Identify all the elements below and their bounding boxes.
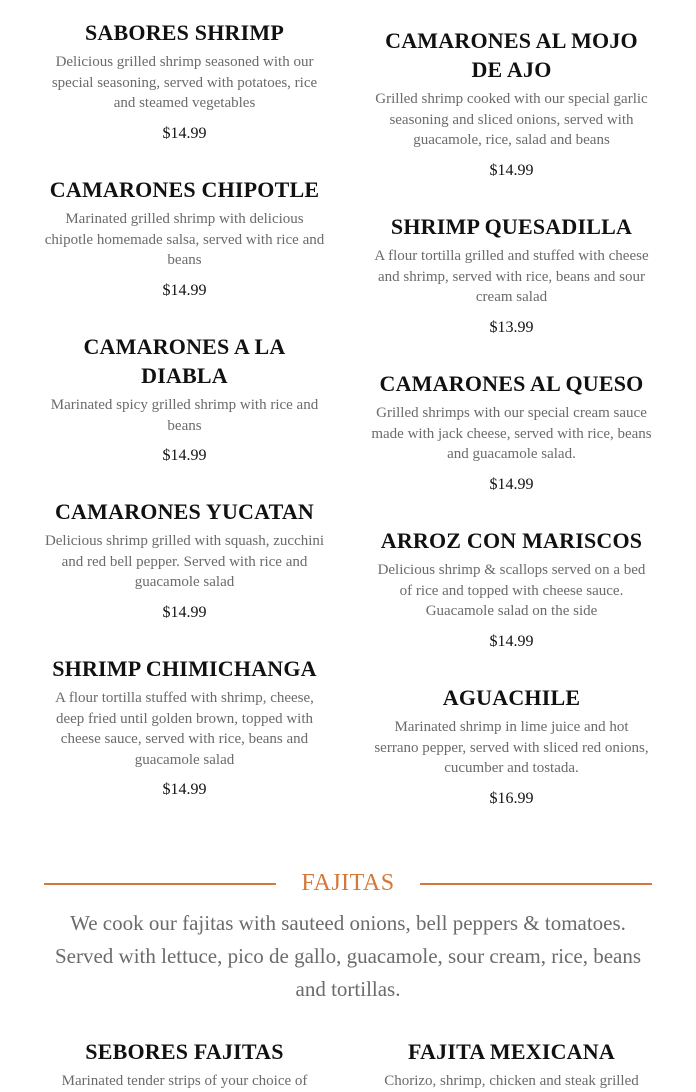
item-price: $14.99 bbox=[162, 124, 207, 142]
item-name: FAJITA MEXICANA bbox=[408, 1039, 615, 1064]
item-description: Grilled shrimps with our special cream sauce made with jack cheese, served with rice, beans and guacamole salad. bbox=[371, 405, 652, 462]
item-description: Marinated shrimp in lime juice and hot serrano pepper, served with sliced red onions, cucumber and tostada. bbox=[374, 719, 649, 776]
fajitas-section-header bbox=[44, 866, 652, 900]
item-price: $14.99 bbox=[489, 475, 534, 493]
item-price: $13.99 bbox=[489, 318, 534, 336]
item-name: SHRIMP CHIMICHANGA bbox=[52, 656, 317, 681]
menu-item bbox=[44, 18, 325, 144]
menu-item bbox=[44, 1037, 325, 1092]
menu-item bbox=[371, 526, 652, 652]
item-price: $14.99 bbox=[489, 632, 534, 650]
item-name: CAMARONES AL MOJO DE AJO bbox=[385, 28, 638, 82]
menu-item bbox=[371, 1037, 652, 1092]
item-name: CAMARONES CHIPOTLE bbox=[49, 177, 320, 202]
menu-item bbox=[44, 497, 325, 623]
item-description: Marinated grilled shrimp with delicious chipotle homemade salsa, served with rice and beans bbox=[44, 211, 325, 268]
item-description: Grilled shrimp cooked with our special garlic seasoning and sliced onions, served with guacamole, rice, salad and beans bbox=[375, 91, 648, 148]
item-price: $14.99 bbox=[162, 447, 207, 464]
item-description: A flour tortilla stuffed with shrimp, cheese, deep fried until golden brown, topped with cheese sauce, served with rice, beans and guacamole salad bbox=[55, 690, 314, 768]
item-description: Chorizo, shrimp, chicken and steak grilled bbox=[384, 1073, 639, 1089]
item-price: $14.99 bbox=[162, 281, 207, 299]
item-name: SABORES SHRIMP bbox=[84, 20, 284, 45]
item-description: Delicious grilled shrimp seasoned with our special seasoning, served with potatoes, rice and steamed vegetables bbox=[51, 54, 318, 111]
section-intro: We cook our fajitas with sauteed onions, bell peppers & tomatoes. Served with lettuce, pico de gallo, guacamole, sour cream, rice, beans and tortillas. bbox=[54, 911, 642, 1001]
item-name: AGUACHILE bbox=[442, 685, 581, 710]
menu-item bbox=[44, 654, 325, 800]
item-description: A flour tortilla grilled and stuffed with cheese and shrimp, served with rice, beans and sour cream salad bbox=[374, 248, 649, 305]
item-name: SHRIMP QUESADILLA bbox=[390, 214, 633, 239]
menu-item bbox=[371, 683, 652, 809]
menu-item bbox=[44, 332, 325, 466]
item-price: $16.99 bbox=[489, 789, 534, 807]
item-price: $14.99 bbox=[162, 603, 207, 621]
item-name: CAMARONES YUCATAN bbox=[54, 499, 315, 524]
section-title: FAJITAS bbox=[301, 870, 395, 896]
item-name: CAMARONES AL QUESO bbox=[379, 371, 644, 396]
menu-item bbox=[371, 212, 652, 338]
section-divider-right bbox=[420, 883, 652, 885]
item-price: $14.99 bbox=[162, 781, 207, 798]
menu-item bbox=[371, 26, 652, 181]
item-description: Delicious shrimp grilled with squash, zucchini and red bell pepper. Served with rice and guacamole salad bbox=[44, 533, 325, 590]
item-description: Marinated tender strips of your choice of bbox=[61, 1073, 308, 1089]
item-price: $14.99 bbox=[489, 161, 534, 179]
item-name: SEBORES FAJITAS bbox=[85, 1039, 284, 1064]
menu-item bbox=[371, 369, 652, 495]
item-name: ARROZ CON MARISCOS bbox=[380, 528, 643, 553]
item-description: Marinated spicy grilled shrimp with rice and beans bbox=[50, 397, 319, 434]
item-description: Delicious shrimp & scallops served on a bed of rice and topped with cheese sauce. Guacamole salad on the side bbox=[377, 562, 646, 619]
menu-item bbox=[44, 175, 325, 301]
item-name: CAMARONES A LA DIABLA bbox=[83, 334, 286, 388]
